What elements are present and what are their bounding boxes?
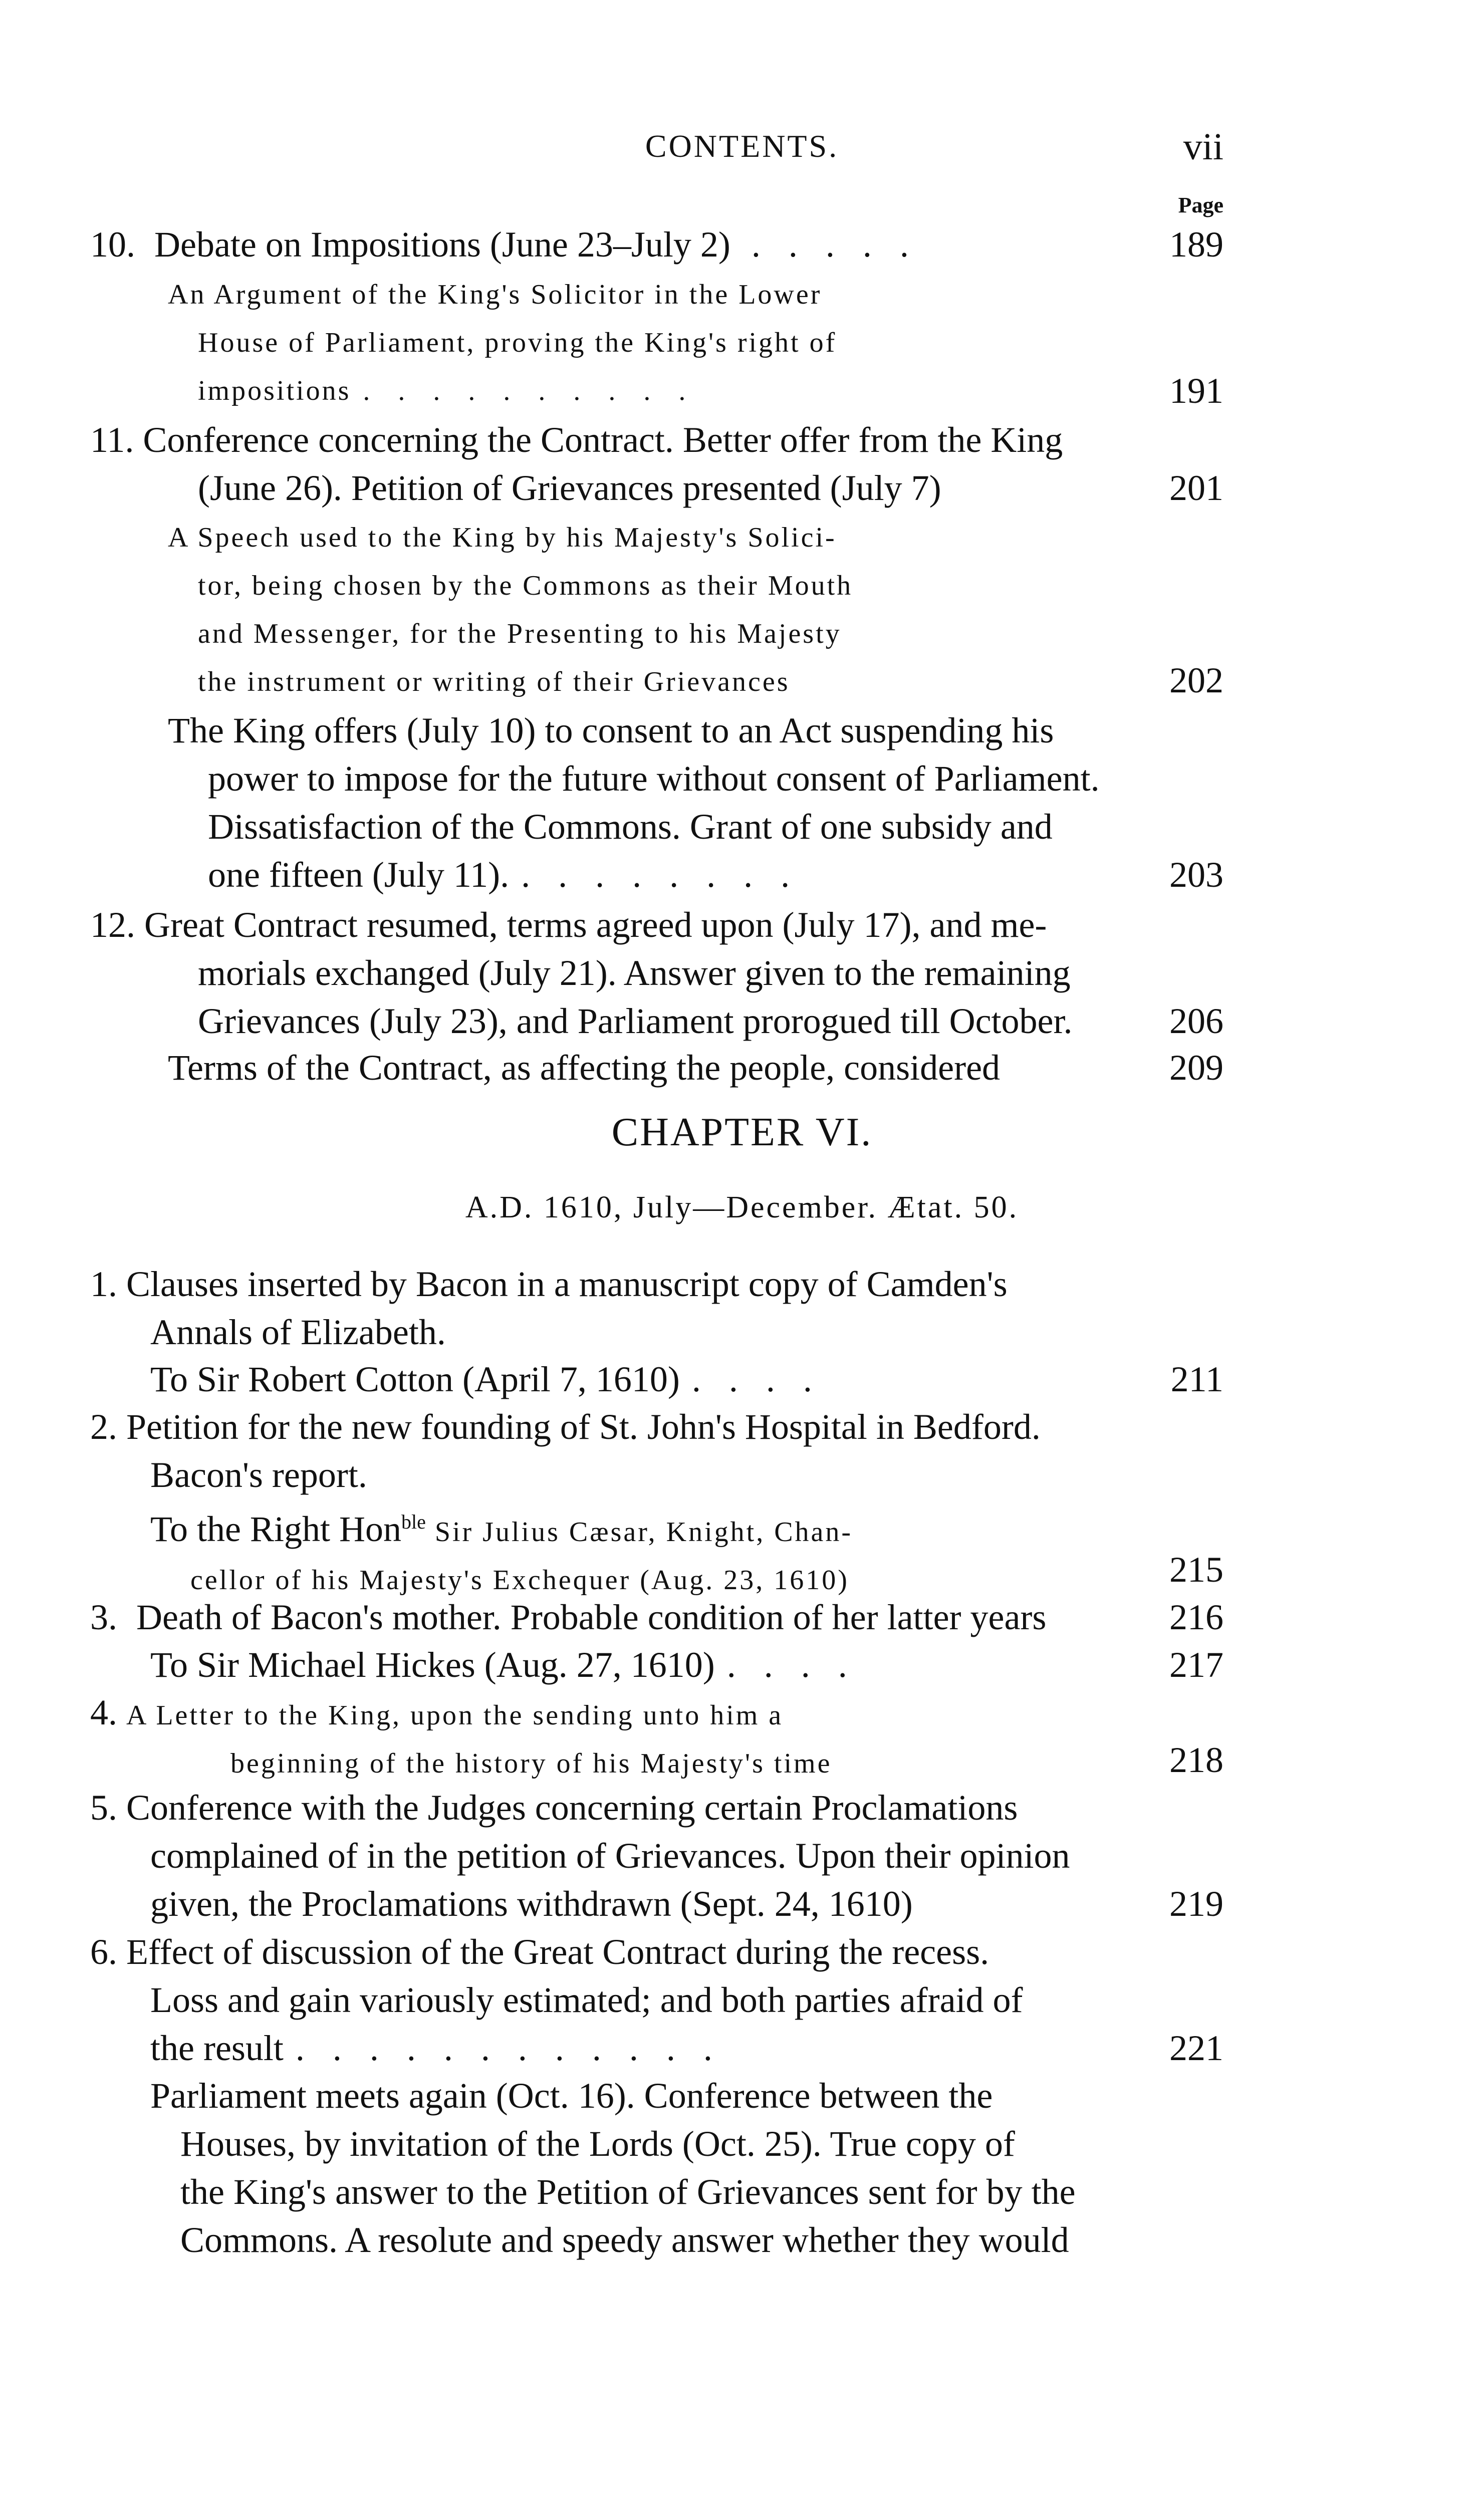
entry-line: To the Right Hon	[150, 1509, 401, 1549]
entry-line: Commons. A resolute and speedy answer whether they would	[180, 2220, 1069, 2260]
entry-line: beginning of the history of his Majesty's time	[230, 1748, 832, 1779]
entry-line: Effect of discussion of the Great Contract during the recess.	[126, 1932, 990, 1972]
toc-entry[interactable]	[90, 1784, 1070, 1928]
chapter-heading: CHAPTER VI.	[611, 1110, 873, 1154]
entry-line: Dissatisfaction of the Commons. Grant of one subsidy and	[208, 807, 1053, 847]
running-head: CONTENTS.	[645, 128, 839, 164]
entry-line: Grievances (July 23), and Parliament prorogued till October.	[198, 1001, 1073, 1041]
toc-entry[interactable]	[90, 1403, 1041, 1499]
entry-number: 2.	[90, 1407, 117, 1447]
entry-line: morials exchanged (July 21). Answer given to the remaining	[198, 953, 1071, 993]
entry-number: 5.	[90, 1788, 117, 1828]
toc-entry[interactable]: 6. Effect of discussion of the Great Contract during the recess. Loss and gain variously estimated; and both parties afraid of the result ............	[90, 1932, 1023, 2068]
entry-line: The King offers (July 10) to consent to an Act suspending his	[168, 710, 1054, 750]
entry-line: House of Parliament, proving the King's right of	[198, 327, 837, 358]
toc-subentry[interactable]: The King offers (July 10) to consent to an Act suspending his power to impose for the future without consent of Parliament. Dissatisfaction of the Commons. Grant of one subsidy and one fifteen (July 11). ........	[168, 706, 1100, 899]
entry-number: 11.	[90, 420, 134, 460]
toc-subentry[interactable]: An Argument of the King's Solicitor in the Lower House of Parliament, proving the King's right of impositions ..........	[168, 271, 837, 415]
entry-page: 189	[1169, 224, 1223, 265]
toc-entry[interactable]	[90, 1260, 1008, 1356]
entry-line: Houses, by invitation of the Lords (Oct. 25). True copy of	[180, 2124, 1015, 2164]
entry-line: A Letter to the King, upon the sending unto him a	[126, 1700, 784, 1731]
entry-line: impositions	[198, 375, 351, 406]
entry-text: Debate on Impositions (June 23–July 2)	[154, 224, 730, 265]
entry-page: 201	[1169, 468, 1223, 508]
entry-page: 191	[1169, 371, 1223, 411]
toc-subentry[interactable]: To Sir Michael Hickes (Aug. 27, 1610) ....	[150, 1645, 875, 1685]
entry-line: the result	[150, 2028, 284, 2068]
entry-line: Conference concerning the Contract. Better offer from the King	[143, 420, 1063, 460]
toc-entry[interactable]: 10. Debate on Impositions (June 23–July 2) .....	[90, 224, 937, 265]
entry-line: An Argument of the King's Solicitor in the Lower	[168, 279, 822, 310]
toc-subentry[interactable]	[168, 514, 853, 706]
entry-page: 209	[1169, 1048, 1223, 1088]
toc-subentry[interactable]	[150, 1498, 853, 1604]
entry-line: Petition for the new founding of St. John's Hospital in Bedford.	[126, 1407, 1041, 1447]
entry-line: Bacon's report.	[150, 1455, 367, 1495]
entry-line: Annals of Elizabeth.	[150, 1312, 446, 1352]
entry-number: 3.	[90, 1597, 117, 1637]
entry-text: To Sir Robert Cotton (April 7, 1610)	[150, 1359, 680, 1399]
entry-superscript: ble	[401, 1511, 426, 1533]
entry-line: cellor of his Majesty's Exchequer (Aug. 23, 1610)	[190, 1565, 849, 1596]
entry-line: the instrument or writing of their Grievances	[198, 666, 790, 697]
entry-page: 211	[1170, 1359, 1223, 1399]
chapter-subheading: A.D. 1610, July—December. Ætat. 50.	[465, 1190, 1019, 1224]
toc-subentry[interactable]	[150, 2072, 1076, 2264]
entry-line: Parliament meets again (Oct. 16). Conference between the	[150, 2076, 993, 2116]
entry-page: 219	[1169, 1884, 1223, 1924]
entry-page: 221	[1169, 2028, 1223, 2068]
entry-page: 217	[1169, 1645, 1223, 1685]
entry-line: and Messenger, for the Presenting to his Majesty	[198, 618, 842, 649]
toc-entry[interactable]	[90, 901, 1073, 1045]
entry-line: Loss and gain variously estimated; and both parties afraid of	[150, 1980, 1023, 2020]
entry-text: Death of Bacon's mother. Probable condition of her latter years	[136, 1597, 1047, 1637]
toc-entry[interactable]	[90, 416, 1063, 512]
entry-line: the King's answer to the Petition of Grievances sent for by the	[180, 2172, 1076, 2212]
toc-subentry[interactable]: To Sir Robert Cotton (April 7, 1610) ....	[150, 1359, 840, 1399]
entry-number: 10.	[90, 224, 135, 265]
page-column-label: Page	[1178, 193, 1223, 217]
entry-line: A Speech used to the King by his Majesty's Solici-	[168, 522, 837, 553]
entry-line: power to impose for the future without consent of Parliament.	[208, 759, 1100, 799]
entry-number: 6.	[90, 1932, 117, 1972]
entry-page: 216	[1169, 1597, 1223, 1637]
entry-text: Terms of the Contract, as affecting the people, considered	[168, 1048, 1001, 1088]
entry-page: 203	[1169, 855, 1223, 895]
entry-page: 206	[1169, 1001, 1223, 1041]
entry-number: 4.	[90, 1692, 117, 1732]
entry-page: 202	[1169, 660, 1223, 700]
entry-number: 1.	[90, 1264, 117, 1304]
entry-line: Great Contract resumed, terms agreed upon (July 17), and me-	[144, 905, 1047, 945]
entry-text: To Sir Michael Hickes (Aug. 27, 1610)	[150, 1645, 715, 1685]
entry-line: one fifteen (July 11).	[208, 855, 510, 895]
entry-line: tor, being chosen by the Commons as their Mouth	[198, 570, 853, 601]
entry-line: Clauses inserted by Bacon in a manuscript copy of Camden's	[126, 1264, 1008, 1304]
entry-line: given, the Proclamations withdrawn (Sept. 24, 1610)	[150, 1884, 913, 1924]
entry-page: 215	[1169, 1550, 1223, 1590]
toc-entry[interactable]	[90, 1688, 832, 1788]
entry-line: Conference with the Judges concerning certain Proclamations	[126, 1788, 1018, 1828]
toc-subentry[interactable]	[168, 1044, 1000, 1092]
entry-line: (June 26). Petition of Grievances presented (July 7)	[198, 468, 941, 508]
toc-entry[interactable]	[90, 1593, 1046, 1641]
entry-line: Sir Julius Cæsar, Knight, Chan-	[425, 1517, 853, 1548]
entry-line: complained of in the petition of Grievances. Upon their opinion	[150, 1836, 1070, 1876]
page-number: vii	[1183, 126, 1223, 168]
entry-page: 218	[1169, 1740, 1223, 1780]
entry-number: 12.	[90, 905, 135, 945]
